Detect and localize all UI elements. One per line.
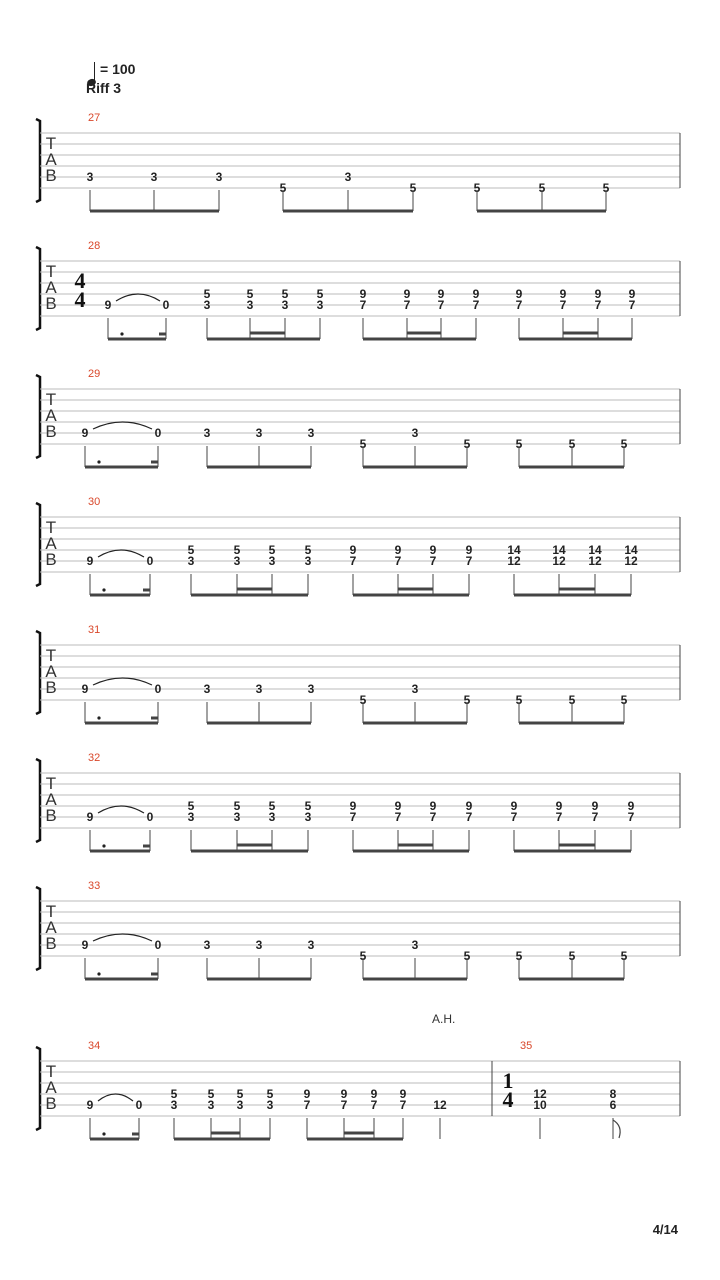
tie-arc <box>116 294 160 301</box>
fret-number: 9 <box>559 287 567 301</box>
fret-number: 9 <box>472 287 480 301</box>
fret-number: 9 <box>465 799 473 813</box>
measure-number: 32 <box>88 752 101 764</box>
fret-number: 3 <box>86 170 94 184</box>
measure-number: 34 <box>88 1040 101 1052</box>
section-label: Riff 3 <box>86 80 121 96</box>
fret-number: 12 <box>588 554 602 568</box>
fret-number: 9 <box>627 799 635 813</box>
fret-number: 7 <box>394 810 402 824</box>
fret-number: 3 <box>307 426 315 440</box>
fret-number: 5 <box>246 287 254 301</box>
fret-number: 7 <box>349 810 357 824</box>
fret-number: 3 <box>203 426 211 440</box>
fret-number: 3 <box>236 1098 244 1112</box>
fret-number: 0 <box>135 1098 143 1112</box>
fret-number: 5 <box>359 693 367 707</box>
fret-number: 3 <box>268 810 276 824</box>
tie-arc <box>93 422 152 429</box>
fret-number: 7 <box>628 298 636 312</box>
fret-number: 7 <box>429 554 437 568</box>
tie-arc <box>98 806 144 813</box>
fret-number: 7 <box>465 554 473 568</box>
fret-number: 5 <box>463 949 471 963</box>
dot <box>102 588 105 591</box>
fret-number: 9 <box>303 1087 311 1101</box>
tab-clef-letter: A <box>45 790 57 809</box>
measure-number: 30 <box>88 496 101 508</box>
tie-arc <box>98 1094 133 1101</box>
fret-number: 5 <box>538 181 546 195</box>
dot <box>120 332 123 335</box>
tab-clef-letter: T <box>45 262 57 281</box>
fret-number: 7 <box>591 810 599 824</box>
fret-number: 5 <box>602 181 610 195</box>
fret-number: 5 <box>463 693 471 707</box>
tab-clef-letter: A <box>45 918 57 937</box>
staff-bracket <box>36 119 40 202</box>
note-flag <box>613 1120 620 1138</box>
staff-bracket <box>36 631 40 714</box>
fret-number: 3 <box>233 810 241 824</box>
fret-number: 7 <box>594 298 602 312</box>
time-signature-bottom: 4 <box>502 1087 514 1112</box>
tab-clef-letter: A <box>45 278 57 297</box>
dot <box>102 844 105 847</box>
fret-number: 7 <box>349 554 357 568</box>
fret-number: 5 <box>170 1087 178 1101</box>
fret-number: 5 <box>233 799 241 813</box>
tie-arc <box>98 550 144 557</box>
staff-bracket <box>36 887 40 970</box>
fret-number: 9 <box>86 554 94 568</box>
fret-number: 5 <box>268 543 276 557</box>
fret-number: 12 <box>624 554 638 568</box>
tab-clef-letter: A <box>45 150 57 169</box>
fret-number: 3 <box>203 682 211 696</box>
tab-clef-letter: T <box>45 390 57 409</box>
fret-number: 3 <box>187 554 195 568</box>
fret-number: 3 <box>411 682 419 696</box>
tab-clef-letter: T <box>45 646 57 665</box>
fret-number: 12 <box>507 554 521 568</box>
fret-number: 7 <box>555 810 563 824</box>
tie-arc <box>93 678 152 685</box>
fret-number: 9 <box>81 938 89 952</box>
dot <box>97 716 100 719</box>
tab-clef-letter: A <box>45 534 57 553</box>
fret-number: 5 <box>268 799 276 813</box>
tab-clef-letter: B <box>45 806 57 825</box>
fret-number: 5 <box>515 949 523 963</box>
fret-number: 9 <box>555 799 563 813</box>
fret-number: 7 <box>403 298 411 312</box>
fret-number: 3 <box>411 426 419 440</box>
fret-number: 9 <box>591 799 599 813</box>
tab-clef-letter: A <box>45 406 57 425</box>
fret-number: 5 <box>568 693 576 707</box>
tab-clef-letter: B <box>45 422 57 441</box>
fret-number: 7 <box>370 1098 378 1112</box>
staff-bracket <box>36 759 40 842</box>
fret-number: 9 <box>86 1098 94 1112</box>
fret-number: 14 <box>588 543 602 557</box>
fret-number: 3 <box>150 170 158 184</box>
fret-number: 5 <box>620 693 628 707</box>
fret-number: 3 <box>268 554 276 568</box>
fret-number: 7 <box>559 298 567 312</box>
fret-number: 3 <box>187 810 195 824</box>
fret-number: 3 <box>304 554 312 568</box>
time-signature-top: 4 <box>74 268 86 293</box>
fret-number: 8 <box>609 1087 617 1101</box>
tab-clef-letter: T <box>45 774 57 793</box>
fret-number: 3 <box>411 938 419 952</box>
fret-number: 5 <box>409 181 417 195</box>
fret-number: 7 <box>465 810 473 824</box>
fret-number: 9 <box>370 1087 378 1101</box>
fret-number: 0 <box>154 938 162 952</box>
fret-number: 9 <box>437 287 445 301</box>
fret-number: 12 <box>533 1087 547 1101</box>
fret-number: 5 <box>515 437 523 451</box>
fret-number: 3 <box>207 1098 215 1112</box>
fret-number: 9 <box>403 287 411 301</box>
fret-number: 7 <box>510 810 518 824</box>
fret-number: 9 <box>104 298 112 312</box>
fret-number: 5 <box>187 543 195 557</box>
measure-number: 28 <box>88 240 101 252</box>
fret-number: 0 <box>154 682 162 696</box>
tab-clef-letter: B <box>45 294 57 313</box>
staff-bracket <box>36 1047 40 1130</box>
fret-number: 5 <box>207 1087 215 1101</box>
staff-bracket <box>36 247 40 330</box>
fret-number: 3 <box>170 1098 178 1112</box>
fret-number: 3 <box>281 298 289 312</box>
fret-number: 7 <box>472 298 480 312</box>
artificial-harmonic-label: A.H. <box>432 1012 456 1026</box>
fret-number: 3 <box>255 426 263 440</box>
fret-number: 5 <box>515 693 523 707</box>
fret-number: 7 <box>394 554 402 568</box>
fret-number: 3 <box>316 298 324 312</box>
fret-number: 3 <box>246 298 254 312</box>
fret-number: 9 <box>510 799 518 813</box>
time-signature-bottom: 4 <box>74 287 86 312</box>
fret-number: 7 <box>359 298 367 312</box>
fret-number: 5 <box>187 799 195 813</box>
fret-number: 3 <box>203 298 211 312</box>
tab-clef-letter: B <box>45 166 57 185</box>
measure-number: 27 <box>88 112 101 124</box>
fret-number: 5 <box>236 1087 244 1101</box>
fret-number: 5 <box>304 799 312 813</box>
fret-number: 12 <box>552 554 566 568</box>
fret-number: 3 <box>215 170 223 184</box>
fret-number: 3 <box>233 554 241 568</box>
fret-number: 7 <box>399 1098 407 1112</box>
fret-number: 0 <box>146 810 154 824</box>
fret-number: 3 <box>304 810 312 824</box>
measure-number: 29 <box>88 368 101 380</box>
fret-number: 3 <box>307 938 315 952</box>
page-number: 4/14 <box>652 1222 678 1237</box>
fret-number: 3 <box>307 682 315 696</box>
fret-number: 3 <box>266 1098 274 1112</box>
tab-clef-letter: B <box>45 934 57 953</box>
fret-number: 9 <box>340 1087 348 1101</box>
tab-clef-letter: T <box>45 902 57 921</box>
fret-number: 7 <box>437 298 445 312</box>
fret-number: 3 <box>255 938 263 952</box>
dot <box>97 972 100 975</box>
fret-number: 3 <box>255 682 263 696</box>
measure-number: 31 <box>88 624 101 636</box>
fret-number: 5 <box>304 543 312 557</box>
fret-number: 5 <box>620 437 628 451</box>
tab-clef-letter: A <box>45 1078 57 1097</box>
tab-clef-letter: B <box>45 550 57 569</box>
fret-number: 9 <box>465 543 473 557</box>
tie-arc <box>93 934 152 941</box>
fret-number: 0 <box>154 426 162 440</box>
fret-number: 7 <box>515 298 523 312</box>
fret-number: 7 <box>340 1098 348 1112</box>
fret-number: 5 <box>279 181 287 195</box>
fret-number: 9 <box>399 1087 407 1101</box>
fret-number: 9 <box>429 799 437 813</box>
fret-number: 7 <box>429 810 437 824</box>
fret-number: 12 <box>433 1098 447 1112</box>
tab-clef-letter: A <box>45 662 57 681</box>
staff-bracket <box>36 503 40 586</box>
fret-number: 5 <box>568 437 576 451</box>
tab-clef-letter: B <box>45 678 57 697</box>
tempo-value: = 100 <box>100 61 136 77</box>
fret-number: 0 <box>146 554 154 568</box>
fret-number: 9 <box>394 799 402 813</box>
fret-number: 5 <box>281 287 289 301</box>
fret-number: 9 <box>349 799 357 813</box>
staff-bracket <box>36 375 40 458</box>
fret-number: 0 <box>162 298 170 312</box>
fret-number: 5 <box>473 181 481 195</box>
fret-number: 5 <box>233 543 241 557</box>
fret-number: 5 <box>463 437 471 451</box>
fret-number: 9 <box>515 287 523 301</box>
fret-number: 5 <box>316 287 324 301</box>
fret-number: 9 <box>394 543 402 557</box>
dot <box>97 460 100 463</box>
fret-number: 9 <box>81 682 89 696</box>
fret-number: 5 <box>359 949 367 963</box>
fret-number: 9 <box>594 287 602 301</box>
fret-number: 14 <box>624 543 638 557</box>
dot <box>102 1132 105 1135</box>
measure-number: 35 <box>520 1040 533 1052</box>
fret-number: 9 <box>86 810 94 824</box>
fret-number: 3 <box>203 938 211 952</box>
fret-number: 9 <box>429 543 437 557</box>
fret-number: 14 <box>552 543 566 557</box>
fret-number: 6 <box>609 1098 617 1112</box>
fret-number: 5 <box>359 437 367 451</box>
fret-number: 9 <box>349 543 357 557</box>
measure-number: 33 <box>88 880 101 892</box>
tab-clef-letter: T <box>45 518 57 537</box>
fret-number: 14 <box>507 543 521 557</box>
tab-clef-letter: T <box>45 1062 57 1081</box>
fret-number: 10 <box>533 1098 547 1112</box>
fret-number: 9 <box>81 426 89 440</box>
fret-number: 3 <box>344 170 352 184</box>
fret-number: 7 <box>627 810 635 824</box>
fret-number: 5 <box>620 949 628 963</box>
fret-number: 9 <box>359 287 367 301</box>
fret-number: 5 <box>203 287 211 301</box>
fret-number: 9 <box>628 287 636 301</box>
tab-clef-letter: B <box>45 1094 57 1113</box>
fret-number: 5 <box>568 949 576 963</box>
tab-clef-letter: T <box>45 134 57 153</box>
fret-number: 7 <box>303 1098 311 1112</box>
time-signature-top: 1 <box>502 1068 514 1093</box>
fret-number: 5 <box>266 1087 274 1101</box>
